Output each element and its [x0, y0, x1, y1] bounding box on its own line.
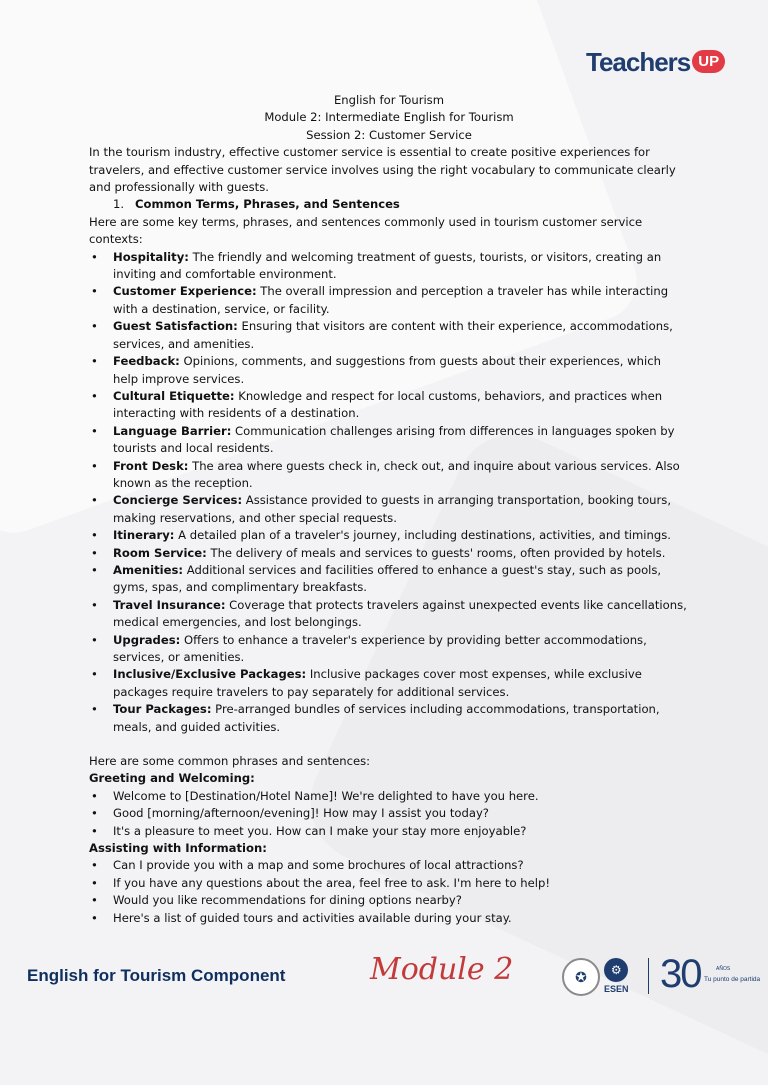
- term-definition: Communication challenges arising from differences in languages spoken by tourists and local residents.: [113, 423, 675, 456]
- term-definition: The overall impression and perception a traveler has while interacting with a destination, service, or facility.: [113, 284, 669, 316]
- course-title: English for Tourism: [333, 93, 445, 107]
- term-definition: Assistance provided to guests in arranging transportation, booking tours, making reservations, and other special requests.: [113, 493, 672, 525]
- thirty-years-logo: 30: [660, 952, 701, 996]
- greeting-list: [89, 788, 689, 840]
- term-definition: The area where guests check in, check out, and inquire about various services. Also known as the reception.: [113, 458, 680, 490]
- list-item: [89, 527, 689, 544]
- term-definition: The friendly and welcoming treatment of guests, tourists, or visitors, creating an inviting and comfortable environment.: [113, 249, 662, 282]
- term-label: Feedback:: [113, 354, 180, 369]
- list-item: [89, 458, 689, 493]
- term-definition: Offers to enhance a traveler's experience by providing better accommodations, services, or amenities.: [113, 632, 647, 664]
- tagline: Tu punto de partida: [704, 976, 761, 983]
- greeting-heading-text: Greeting and Welcoming:: [89, 771, 255, 786]
- term-label: Upgrades:: [113, 632, 181, 647]
- list-item: • Here's a list of guided tours and activities available during your stay.: [89, 910, 689, 927]
- list-item: [89, 388, 689, 423]
- term-definition: Knowledge and respect for local customs, behaviors, and practices when interacting with residents of a destination.: [113, 388, 663, 421]
- term-label: Travel Insurance:: [113, 597, 226, 612]
- section-title: Common Terms, Phrases, and Sentences: [135, 197, 400, 212]
- assisting-heading: [89, 840, 689, 857]
- session-title: Session 2: Customer Service: [306, 127, 472, 142]
- logo-text: Teachers: [586, 46, 691, 77]
- term-label: Hospitality:: [113, 249, 189, 264]
- term-label: Language Barrier:: [113, 423, 232, 438]
- section-number: 1.: [113, 197, 125, 212]
- esen-text: ESEN: [604, 984, 629, 994]
- intro-paragraph: In the tourism industry, effective customer service is essential to create positive experiences for travelers, and effective customer service involves using the right vocabulary to communicate clearly and professionally with guests.: [89, 145, 676, 195]
- term-label: Cultural Etiquette:: [113, 388, 235, 403]
- terms-intro: Here are some key terms, phrases, and sentences commonly used in tourism customer service contexts:: [89, 214, 643, 247]
- term-definition: Inclusive packages cover most expenses, while exclusive packages require travelers to pay separately for additional services.: [113, 667, 642, 699]
- list-item: • Good [morning/afternoon/evening]! How may I assist you today?: [89, 805, 689, 822]
- list-item: [89, 492, 689, 527]
- term-label: Customer Experience:: [113, 284, 257, 299]
- esen-mark-icon: ⚙: [604, 958, 628, 982]
- term-definition: Coverage that protects travelers against unexpected events like cancellations, medical emergencies, and lost belongings.: [113, 597, 687, 630]
- term-label: Amenities:: [113, 562, 184, 577]
- term-label: Front Desk:: [113, 458, 189, 473]
- module-title: Module 2: Intermediate English for Tourism: [264, 110, 514, 125]
- logo-badge: UP: [692, 50, 725, 73]
- list-item: [89, 632, 689, 667]
- term-definition: Additional services and facilities offered to enhance a guest's stay, such as pools, gyms, spas, and complimentary breakfasts.: [113, 562, 662, 595]
- document-body: [89, 92, 689, 927]
- list-item: [89, 545, 689, 562]
- list-item: • It's a pleasure to meet you. How can I make your stay more enjoyable?: [89, 823, 689, 840]
- list-item: [89, 562, 689, 597]
- term-definition: Opinions, comments, and suggestions from guests about their experiences, which help improve services.: [113, 354, 661, 386]
- list-item: [89, 701, 689, 736]
- term-label: Itinerary:: [113, 528, 175, 543]
- list-item: [89, 249, 689, 284]
- term-label: Inclusive/Exclusive Packages:: [113, 667, 307, 682]
- teachersup-logo: [586, 42, 725, 82]
- term-label: Tour Packages:: [113, 702, 212, 717]
- list-item: • Can I provide you with a map and some brochures of local attractions?: [89, 857, 689, 874]
- section-heading: [89, 196, 689, 213]
- list-item: • If you have any questions about the area, feel free to ask. I'm here to help!: [89, 875, 689, 892]
- list-item: [89, 353, 689, 388]
- esen-logo: [604, 958, 629, 994]
- term-label: Guest Satisfaction:: [113, 319, 238, 334]
- module-script: Module 2: [370, 952, 514, 987]
- list-item: • Welcome to [Destination/Hotel Name]! We're delighted to have you here.: [89, 788, 689, 805]
- footer-title: English for Tourism Component: [27, 966, 286, 985]
- term-label: Concierge Services:: [113, 493, 243, 508]
- spacer: [89, 736, 689, 753]
- list-item: [89, 597, 689, 632]
- term-definition: Pre-arranged bundles of services including accommodations, transportation, meals, and guided activities.: [113, 702, 660, 734]
- list-item: [89, 283, 689, 318]
- term-label: Room Service:: [113, 545, 207, 560]
- list-item: • Would you like recommendations for dining options nearby?: [89, 892, 689, 909]
- assisting-heading-text: Assisting with Information:: [89, 841, 267, 856]
- terms-list: [89, 249, 689, 736]
- term-definition: A detailed plan of a traveler's journey, including destinations, activities, and timings.: [174, 528, 671, 543]
- anos-label: AÑOS: [716, 966, 731, 972]
- phrases-intro: Here are some common phrases and sentences:: [89, 754, 371, 769]
- footer-divider: [648, 958, 649, 994]
- us-seal-icon: ✪: [562, 958, 600, 996]
- term-definition: Ensuring that visitors are content with their experience, accommodations, services, and amenities.: [113, 319, 673, 351]
- list-item: [89, 666, 689, 701]
- assisting-list: [89, 857, 689, 927]
- list-item: [89, 423, 689, 458]
- list-item: [89, 318, 689, 353]
- term-definition: The delivery of meals and services to guests' rooms, often provided by hotels.: [206, 545, 666, 560]
- greeting-heading: [89, 770, 689, 787]
